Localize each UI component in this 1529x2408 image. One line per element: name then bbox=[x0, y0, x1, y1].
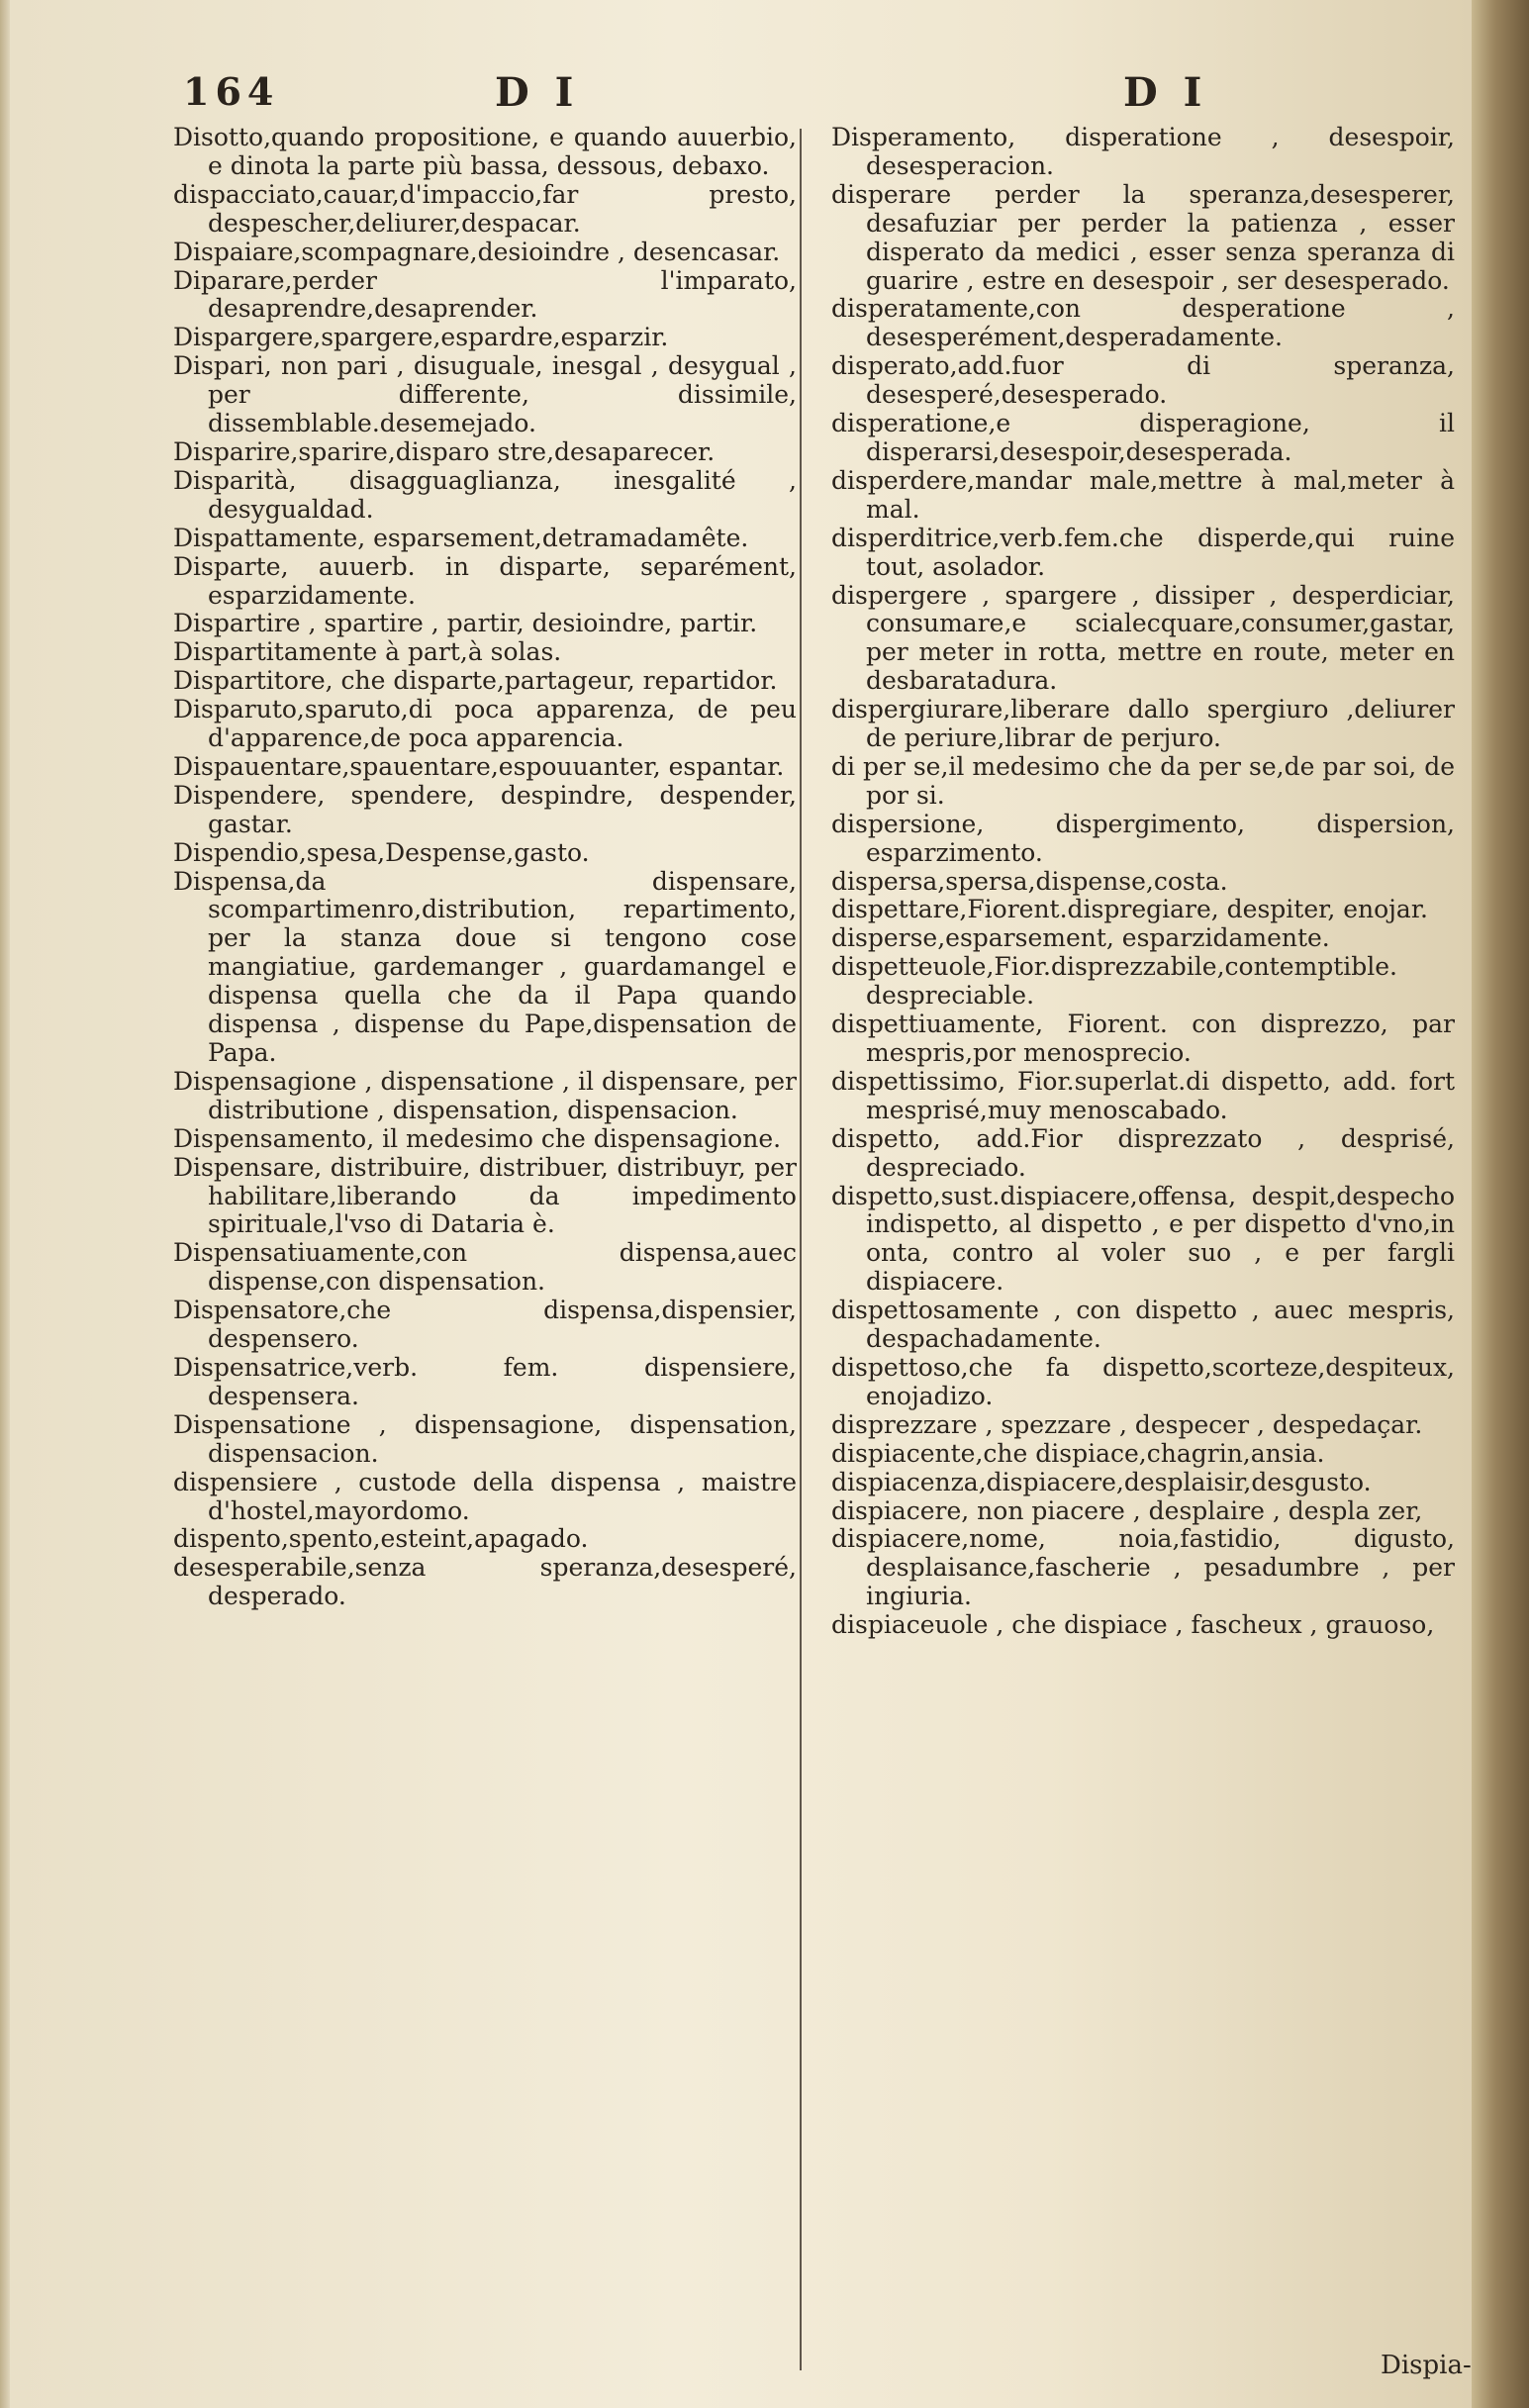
dictionary-entry: dispento,spento,esteint,apagado. bbox=[173, 1524, 589, 1554]
left-column bbox=[173, 124, 797, 1611]
dictionary-entry: dispacciato,cauar,d'impaccio,far presto, despescher,deliurer,despacar. bbox=[173, 179, 797, 238]
dictionary-entry: dispettiuamente, Fiorent. con disprezzo, par mespris,por menosprecio. bbox=[831, 1010, 1455, 1067]
dictionary-entry: Dispensagione , dispensatione , il dispensare, per distributione , dispensation, dispensacion. bbox=[173, 1066, 797, 1124]
dictionary-entry: dispetto,sust.dispiacere,offensa, despit,despecho indispetto, al dispetto , e per dispetto d'vno,in onta, contro al voler suo , e per fargli dispiacere. bbox=[831, 1181, 1455, 1297]
dictionary-entry: disperse,esparsement, esparzidamente. bbox=[831, 923, 1330, 953]
dictionary-entry: disperatione,e disperagione, il disperarsi,desespoir,desesperada. bbox=[831, 409, 1455, 466]
dictionary-entry: dispersione, dispergimento, dispersion, esparzimento. bbox=[831, 809, 1455, 867]
dictionary-entry: dispiacente,che dispiace,chagrin,ansia. bbox=[831, 1438, 1325, 1468]
dictionary-entry: Dispauentare,spauentare,espouuanter, espantar. bbox=[173, 751, 785, 781]
dictionary-entry: dispettosamente , con dispetto , auec mespris, despachadamente. bbox=[831, 1296, 1455, 1354]
dictionary-entry: Dispensa,da dispensare, scompartimenro,distribution, repartimento, per la stanza doue si tengono cose mangiatiue, gardemanger , guardamangel e dispensa quella che da il Papa quando dispensa , dispense du Pape,dispensation de Papa. bbox=[173, 866, 797, 1067]
dictionary-entry: dispettissimo, Fior.superlat.di dispetto, add. fort mesprisé,muy menoscabado. bbox=[831, 1066, 1455, 1124]
dictionary-entry: dispiacenza,dispiacere,desplaisir,desgusto. bbox=[831, 1467, 1372, 1496]
dictionary-entry: Disparte, auuerb. in disparte, separément, esparzidamente. bbox=[173, 551, 797, 610]
dictionary-entry: Dispattamente, esparsement,detramadamête. bbox=[173, 523, 749, 552]
dictionary-entry: dispersa,spersa,dispense,costa. bbox=[831, 866, 1228, 896]
dictionary-entry: dispetto, add.Fior disprezzato , desprisé, despreciado. bbox=[831, 1123, 1455, 1182]
dictionary-entry: dispensiere , custode della dispensa , maistre d'hostel,mayordomo. bbox=[173, 1467, 797, 1525]
dictionary-entry: dispiaceuole , che dispiace , fascheux , grauoso, bbox=[831, 1610, 1435, 1640]
dictionary-entry: Dispensatrice,verb. fem. dispensiere, despensera. bbox=[173, 1352, 797, 1410]
dictionary-entry: disperatamente,con desperatione , desesperément,desperadamente. bbox=[831, 294, 1455, 352]
dictionary-entry: Disparuto,sparuto,di poca apparenza, de peu d'apparence,de poca apparencia. bbox=[173, 695, 797, 753]
dictionary-entry: Dispensatiuamente,con dispensa,auec dispense,con dispensation. bbox=[173, 1238, 797, 1297]
dictionary-entry: disperato,add.fuor di speranza, desesperé,desesperado. bbox=[831, 351, 1455, 410]
dictionary-entry: Dispensatione , dispensagione, dispensation, dispensacion. bbox=[173, 1409, 797, 1468]
dictionary-entry: Disotto,quando propositione, e quando auuerbio, e dinota la parte più bassa, dessous, debaxo. bbox=[173, 123, 797, 180]
column-divider bbox=[800, 129, 802, 2370]
dictionary-entry: dispetteuole,Fior.disprezzabile,contemptible. despreciable. bbox=[831, 952, 1397, 1011]
book-page bbox=[10, 0, 1494, 2408]
dictionary-entry: desesperabile,senza speranza,desesperé, desperado. bbox=[173, 1553, 797, 1611]
dictionary-entry: di per se,il medesimo che da per se,de par soi, de por si. bbox=[831, 751, 1455, 810]
running-header bbox=[10, 69, 1494, 129]
dictionary-entry: dispergiurare,liberare dallo spergiuro ,deliurer de periure,librar de perjuro. bbox=[831, 695, 1455, 753]
dictionary-entry: dispiacere,nome, noia,fastidio, digusto, desplaisance,fascherie , pesadumbre , per ingiuria. bbox=[831, 1524, 1455, 1611]
dictionary-entry: Dispartitamente à part,à solas. bbox=[173, 637, 562, 667]
dictionary-entry: disperare perder la speranza,desesperer, desafuziar per perder la patienza , esser disperato da medici , esser senza speranza di guarire , estre en desespoir , ser desesperado. bbox=[831, 179, 1455, 295]
right-column bbox=[831, 124, 1455, 1640]
dictionary-entry: Dispendere, spendere, despindre, despender, gastar. bbox=[173, 780, 797, 838]
dictionary-entry: Dispensare, distribuire, distribuer, distribuyr, per habilitare,liberando da impedimento spirituale,l'vso di Dataria è. bbox=[173, 1152, 797, 1239]
dictionary-entry: Dispendio,spesa,Despense,gasto. bbox=[173, 837, 590, 867]
dictionary-entry: disperditrice,verb.fem.che disperde,qui ruine tout, asolador. bbox=[831, 523, 1455, 581]
dictionary-entry: Dispaiare,scompagnare,desioindre , desencasar. bbox=[173, 237, 781, 266]
dictionary-entry: Diparare,perder l'imparato, desaprendre,desaprender. bbox=[173, 265, 797, 324]
dictionary-entry: dispergere , spargere , dissiper , desperdiciar, consumare,e scialecquare,consumer,gastar, per meter in rotta, mettre en route, meter en desbaratadura. bbox=[831, 580, 1455, 696]
dictionary-entry: Dispargere,spargere,espardre,esparzir. bbox=[173, 323, 669, 352]
dictionary-entry: Disperamento, disperatione , desespoir, desesperacion. bbox=[831, 123, 1455, 180]
right-column-heading: D I bbox=[1123, 69, 1208, 116]
dictionary-entry: disperdere,mandar male,mettre à mal,meter à mal. bbox=[831, 465, 1455, 524]
page-edge-binding bbox=[1472, 0, 1529, 2408]
dictionary-entry: dispettoso,che fa dispetto,scorteze,despiteux, enojadizo. bbox=[831, 1352, 1455, 1410]
page-number: 164 bbox=[183, 69, 280, 114]
dictionary-entry: Dispartire , spartire , partir, desioindre, partir. bbox=[173, 609, 758, 638]
dictionary-entry: dispettare,Fiorent.dispregiare, despiter, enojar. bbox=[831, 895, 1428, 924]
dictionary-entry: Dispensatore,che dispensa,dispensier, despensero. bbox=[173, 1296, 797, 1354]
dictionary-entry: Disparità, disagguaglianza, inesgalité , desygualdad. bbox=[173, 465, 797, 524]
dictionary-entry: Dispartitore, che disparte,partageur, repartidor. bbox=[173, 666, 778, 696]
dictionary-entry: Dispari, non pari , disuguale, inesgal , desygual , per differente, dissimile, dissemblable.desemejado. bbox=[173, 351, 797, 438]
dictionary-entry: dispiacere, non piacere , desplaire , despla zer, bbox=[831, 1495, 1423, 1525]
catchword: Dispia- bbox=[1381, 2351, 1472, 2380]
dictionary-entry: Dispensamento, il medesimo che dispensagione. bbox=[173, 1123, 782, 1153]
left-column-heading: D I bbox=[495, 69, 580, 116]
dictionary-entry: disprezzare , spezzare , despecer , despedaçar. bbox=[831, 1409, 1423, 1439]
dictionary-entry: Disparire,sparire,disparo stre,desaparecer. bbox=[173, 436, 716, 466]
